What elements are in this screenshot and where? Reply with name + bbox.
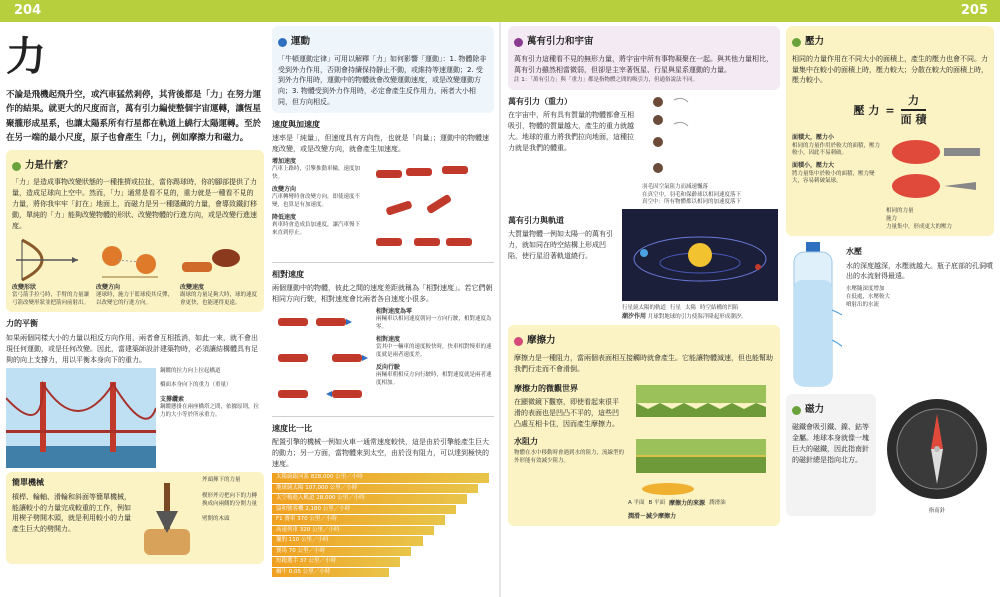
section-bullet-icon: [792, 406, 801, 415]
left-column-1: [6, 26, 264, 564]
relative-velocity-body: 兩個運動中的物體，彼此之間的速度差距就稱為「相對速度」。若它們朝相同方向行駛，相對速度會比兩者各自速度小很多。: [272, 284, 493, 304]
heading-text: 磁力: [805, 404, 825, 416]
bridge-body: 如果兩個同樣大小的力量以相反方向作用，兩者會互相抵消，如此一來，就不會出現任何運動，或是任何改變。因此，當建築師設計建築物時，必須讓結構體具有足夠的向上支撐力，用以平衡本身向下的重力。: [6, 333, 258, 364]
motion-heading: [278, 35, 488, 50]
speed-row: 短跑選手 37 公里／小時: [272, 557, 400, 567]
section-bullet-icon: [514, 38, 523, 47]
pressure-formula: 壓 力 = $\frac{\text{力}}{\text{面 積}}$: [853, 94, 927, 127]
section-bullet-icon: [278, 38, 287, 47]
velocity-heading: 速度與加速度: [272, 119, 320, 129]
relative-velocity-figure: [272, 308, 494, 412]
water-pressure-heading: 水壓: [846, 247, 862, 257]
what-is-force-box: [6, 150, 264, 313]
page-number-left: 204: [14, 3, 42, 18]
weight-body: 在宇宙中，所有具有質量的物體都會互相吸引，物體的質量越大，產生的重力就越大。地球的重力將我們拉向地面，這種拉力就是我們的體重。: [508, 111, 634, 153]
machines-body: 槓桿、輪軸、滑輪和斜面等簡單機械，能讓較小的力量完成較重的工作，例如用楔子劈開木頭，就是利用較小的力量產生巨大的劈開力。: [12, 492, 131, 534]
page-gutter: [499, 22, 501, 597]
compass-label: 指南針: [928, 508, 946, 515]
caption-change-shape: 改變形狀 當弓箭手拉弓時，手臂的力量讓弓箭改變形狀並把箭向前射出。: [12, 283, 90, 306]
what-is-force-heading: [12, 159, 258, 174]
heading-text: 萬有引力和宇宙: [527, 36, 594, 47]
machines-heading: 簡單機械: [12, 478, 44, 488]
bow-arrow-icon: [12, 236, 82, 284]
friction-heading: [514, 334, 774, 349]
gravity-body: 萬有引力這種看不見的無形力量，將宇宙中所有事物凝聚在一起。與其他力量相比，萬有引力雖然相當微弱，但卻是主宰著恆星、行星與星系運動的力量。: [514, 54, 773, 74]
heading-text: 運動: [291, 36, 311, 47]
motion-body: 「牛頓運動定律」可用以解釋「力」如何影響「運動」：1. 物體除非受到外力作用，否則會持續保持靜止不動，或維持等速運動；2. 受到外力作用時，運動中的物體就會改變運動速度，或是改變運動方向；3. 物體受到外力作用時，必定會產生反作用力，兩者大小相同，但方向相反。: [278, 54, 487, 107]
caption-change-speed: 改變速度 踢球的力量足夠大時，球的速度會更快，也能運得更遠。: [180, 283, 258, 306]
left-column-2: [272, 26, 494, 578]
speed-row: 賽馬 70 公里／小時: [272, 547, 411, 557]
section-bullet-icon: [12, 162, 21, 171]
force-examples-captions: [12, 284, 258, 308]
section-bullet-icon: [514, 337, 523, 346]
orbit-labels: 行星繞太陽的軌道 行星 太陽 時空結構的凹陷: [622, 304, 739, 311]
right-column-1: [508, 26, 780, 526]
friction-box: [508, 325, 780, 526]
water-pressure-labels: 水壓隨深度增加 在低處，水壓較大 噴射出的水流: [846, 286, 891, 308]
page-header-left: [0, 0, 500, 22]
orbit-heading: 萬有引力與軌道: [508, 216, 564, 225]
speed-row: 協和號客機 2,180 公里／小時: [272, 505, 456, 515]
balloon-nail-illustration: [886, 134, 986, 204]
heading-text: 力是什麼？: [25, 159, 73, 171]
page-title: 力: [6, 33, 46, 80]
race-car-sequence-illustration: [366, 158, 492, 258]
bridge-figure: [6, 368, 264, 468]
speed-row: 獵豹 110 公里／小時: [272, 536, 423, 546]
acceleration-figure: [272, 158, 494, 258]
speed-scale: [272, 473, 494, 577]
friction-surfaces-illustration: [628, 377, 774, 497]
bridge-labels: 鋼纜的拉力向上拉起橋道 橋面本身向下的重力（重量） 支撐纜索 鋼纜懸掛在兩座橋塔之間，依據原則，拉力的大小等於所承重力。: [160, 368, 260, 418]
friction-micro-heading: 摩擦力的微觀世界: [514, 383, 578, 393]
relative-velocity-cars-illustration: [272, 308, 372, 412]
magnet-body: 磁鐵會吸引鐵、鎳、鈷等金屬。地球本身就像一塊巨大的磁鐵，因此指南針的磁針總是指向北方。: [792, 422, 869, 464]
water-pressure-body: 水的深度越深，水壓就越大。瓶子底部的孔洞噴出的水流射得最遠。: [846, 261, 993, 281]
orbit-body: 大質量物體一例如太陽一的萬有引力，就如同在時空結構上形成凹陷，使行星沿著軌道繞行。: [508, 230, 613, 261]
friction-micro-body: 在顯微鏡下觀察，即使看起來很平滑的表面也是凹凸不平的，這些凹凸處互相卡住，因而產生摩擦力。: [514, 398, 619, 428]
pressure-cases: 面積大，壓力小 相同的力量作用於較大的面積，壓力較小，因此不易刺破。 面積小，壓力大 將力量集中於較小的面積，壓力變大，容易刺破氣球。: [792, 134, 881, 185]
friction-body: 摩擦力是一種阻力，當兩個表面相互接觸時就會產生。它能讓物體減速，但也能幫助我們行走而不會滑倒。: [514, 353, 773, 373]
speed-row: 地球繞太陽 107,000 公里／小時: [272, 484, 478, 494]
intro-lead: 不論是飛機起飛升空，或汽車猛然剎停，其背後都是「力」在努力運作的結果。就更大的尺度而言，萬有引力編使整個宇宙運轉，讓恆星聚攏形成星系，也讓太陽系所有行星都在軌道上繞行太陽運轉。至於在另一端的最小尺度，原子也會產生「力」，例如摩擦力和磁力。: [6, 90, 262, 144]
page-header-right: [500, 0, 1000, 22]
pressure-body: 相同的力量作用在不同大小的面積上，產生的壓力也會不同。力量集中在較小的面積上時，壓力較大；分散在較大的面積上時，壓力較小。: [792, 54, 988, 85]
gravity-box: [508, 26, 780, 90]
bridge-heading: 力的平衡: [6, 319, 38, 329]
gravity-note: 註 1：「萬有引力」與「重力」都是指物體之間的吸引力，但通俗說法不同。: [514, 77, 699, 84]
speed-compare-heading: 速度比一比: [272, 424, 312, 434]
feather-ball-drop-illustration: [642, 90, 778, 180]
tide-caption: 潮汐作用 月球對地球的引力使海洋隆起形成潮汐。: [622, 312, 747, 320]
speed-row: F1 賽車 370 公里／小時: [272, 515, 445, 525]
weight-labels: 羽毛因空氣阻力而減速飄落 在真空中，羽毛和保齡球以相同速度落下 真空中：所有物體都以相同的加速度落下: [642, 183, 742, 206]
gravity-heading: [514, 35, 774, 50]
orbit-section: [508, 209, 780, 321]
speed-row: 蝸牛 0.05 公里／小時: [272, 568, 389, 578]
heading-text: 壓力: [805, 36, 825, 47]
what-is-force-body: 「力」是造成事物改變狀態的一種推擠或拉扯，當你踢球時，你的腳部提供了力量，造成足球向上空中。然而，「力」通常是看不見的，重力就是一種看不見的力量，將你我牢牢「釘在」地面上，而磁力是另一種隱藏的力量，會導致鐵釘移動，單純的「力」能夠改變物體的形狀、改變物體的行進方向，或是改變行進速度。: [12, 178, 257, 230]
machines-labels: 斧頭揮下的力量 楔形斧刃把向下的力轉換成向兩側的分開力量 劈開的木頭: [202, 477, 258, 523]
magnet-heading: [792, 403, 870, 418]
water-pressure-section: [786, 240, 994, 390]
pressure-labels: 相同的力量 施力 力量集中，形成更大的壓力: [886, 208, 953, 230]
friction-labels: A 平面 B 平面 摩擦力的來源 潤滑油 潤滑－減少摩擦力: [628, 500, 726, 520]
speed-row: 太空梭進入軌道 28,000 公里／小時: [272, 494, 467, 504]
velocity-body: 速率是「純量」，但速度具有方向性，也就是「向量」；運動中的物體速度改變，或是改變方向，就會產生加速度。: [272, 134, 489, 154]
relative-velocity-heading: 相對速度: [272, 270, 304, 280]
magnet-section: [786, 394, 994, 516]
acceleration-labels: 增加速度 汽車上路時，引擎推動車輪，速度加快。 改變方向 汽車轉彎時會改變方向，即使速度不變，也算是有加速度。 降低速度 剎車時會造成負加速度，讓汽車慢下來直到停止。: [272, 158, 361, 236]
weight-section: [508, 90, 780, 207]
speed-row: 太陽繞銀河系 828,000 公里／小時: [272, 473, 489, 483]
force-examples-images: [12, 236, 258, 284]
speed-row: 高速列車 320 公里／小時: [272, 526, 434, 536]
compass-icon: [881, 394, 993, 504]
water-resistance-heading: 水阻力: [514, 436, 538, 446]
axe-wood-illustration: [136, 477, 198, 559]
heading-text: 摩擦力: [527, 335, 556, 347]
relative-velocity-labels: 相對速度為零 兩輛車以相同速度朝同一方向行駛，相對速度為零。 相對速度 當其中一輛車的速度較快時，快車相對慢車的速度就是兩者速度差。 反向行駛 兩輛車朝相反方向行駛時，相對速度就是兩者速度相加。: [376, 308, 492, 386]
orbit-spacetime-illustration: [622, 209, 778, 301]
pressure-box: [786, 26, 994, 236]
motion-box: [272, 26, 494, 113]
weight-heading: 萬有引力（重力）: [508, 97, 572, 107]
caption-change-direction: 改變方向 運球時，施力于籃球使其反彈，以改變它的行進方向。: [96, 283, 174, 306]
football-kick-icon: [174, 236, 254, 284]
water-resistance-body: 物體在水中移動時會遇到水的阻力，流線型的外形能有效減少阻力。: [514, 449, 625, 464]
pressure-heading: [792, 35, 988, 50]
section-bullet-icon: [792, 38, 801, 47]
water-bottle-illustration: [786, 240, 842, 390]
page-number-right: 205: [960, 3, 988, 18]
machines-box: [6, 472, 264, 564]
speed-compare-body: 配置引擎的機械一例如火車一通常速度較快，這是由於引擎能產生巨大的動力；另一方面，當物體來到太空，由於沒有阻力，可以達到極快的速度。: [272, 438, 489, 469]
basketball-icon: [88, 236, 168, 284]
golden-gate-bridge-illustration: [6, 368, 156, 468]
right-column-2: [786, 26, 994, 516]
